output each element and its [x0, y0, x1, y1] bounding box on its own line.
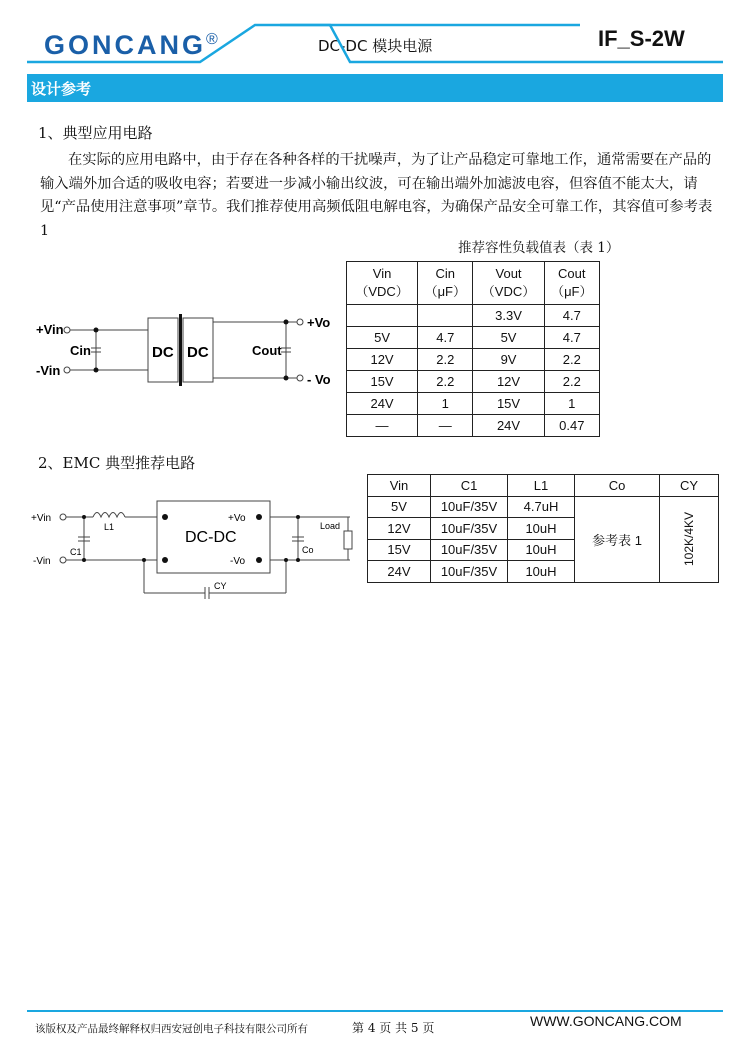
- table-cell: 10uF/35V: [431, 496, 508, 518]
- header-vin: [347, 262, 418, 305]
- cout-label: Cout: [252, 343, 282, 358]
- table-row: [347, 305, 600, 327]
- table-cell: 5V: [368, 496, 431, 518]
- header-cy: CY: [660, 475, 719, 497]
- header-cin-unit: （μF）: [424, 284, 466, 299]
- table-cell: 3.3V: [473, 305, 544, 327]
- table-cell: —: [418, 415, 473, 437]
- table-row: [347, 371, 600, 393]
- table-cell: 1: [418, 393, 473, 415]
- table-cell: 24V: [368, 561, 431, 583]
- header-vin: Vin: [368, 475, 431, 497]
- table-cell: 2.2: [418, 371, 473, 393]
- section-bar-title: 设计参考: [31, 80, 92, 98]
- header-cout: [544, 262, 599, 305]
- typical-application-circuit: [30, 300, 350, 400]
- footer-website-link[interactable]: WWW.GONCANG.COM: [530, 1013, 682, 1029]
- vo-plus-label: +Vo: [307, 315, 331, 330]
- header-co: Co: [575, 475, 660, 497]
- header-vout: [473, 262, 544, 305]
- table1-header-row: [347, 262, 600, 305]
- table-cell: 0.47: [544, 415, 599, 437]
- section1-paragraph: 在实际的应用电路中，由于存在各种各样的干扰噪声，为了让产品稳定可靠地工作，通常需要在产品的输入端外加合适的吸收电容；若要进一步减小输出纹波，可在输出端外加滤波电容，但容值不能太大，请见“产品使用注意事项”章节。我们推荐使用高频低阻电解电容，为确保产品安全可靠工作，其容值可参考表 1: [40, 152, 713, 239]
- table-row: [368, 496, 719, 518]
- cy-label: CY: [214, 581, 227, 591]
- l1-label: L1: [104, 522, 115, 532]
- header-vin-unit: （VDC）: [355, 284, 409, 299]
- table-cell: [347, 305, 418, 327]
- table-cell: 10uH: [508, 518, 575, 540]
- footer-rule: [27, 1010, 723, 1012]
- table-cell: 15V: [473, 393, 544, 415]
- table-cell: 4.7: [418, 327, 473, 349]
- emc-vin-minus-label: -Vin: [33, 556, 51, 567]
- co-label: Co: [302, 545, 314, 555]
- header-c1: C1: [431, 475, 508, 497]
- vin-minus-label: -Vin: [36, 363, 61, 378]
- emc-component-table: [367, 474, 719, 583]
- dc-label-1: DC: [152, 344, 174, 361]
- table-cell: 24V: [473, 415, 544, 437]
- table-cell: 2.2: [544, 371, 599, 393]
- emc-vo-plus-label: +Vo: [228, 513, 246, 524]
- vo-minus-label: - Vo: [307, 372, 331, 387]
- footer-page-number: 第 4 页 共 5 页: [352, 1021, 435, 1035]
- header-cout-text: Cout: [558, 266, 586, 281]
- table-cell: 4.7uH: [508, 496, 575, 518]
- header-cin: [418, 262, 473, 305]
- table2-header-row: [368, 475, 719, 497]
- table-row: [347, 327, 600, 349]
- table-cell: 10uF/35V: [431, 561, 508, 583]
- table-cell: 10uF/35V: [431, 539, 508, 561]
- table1-caption: 推荐容性负载值表（表 1）: [458, 240, 620, 256]
- header-vout-text: Vout: [495, 266, 522, 281]
- header-cout-unit: （μF）: [551, 284, 593, 299]
- header-vin-text: Vin: [372, 266, 392, 281]
- section2-title: 2、EMC 典型推荐电路: [38, 454, 196, 472]
- table-cell: 10uH: [508, 561, 575, 583]
- cy-value-text: 102K/4KV: [682, 511, 696, 567]
- table-cell: 15V: [368, 539, 431, 561]
- header-l1: L1: [508, 475, 575, 497]
- table-cell: 2.2: [544, 349, 599, 371]
- cin-label: Cin: [70, 343, 91, 358]
- logo-text: GONCANG: [44, 30, 206, 60]
- vin-plus-label: +Vin: [36, 322, 64, 337]
- table-cell: 1: [544, 393, 599, 415]
- table-cell: 10uF/35V: [431, 518, 508, 540]
- table-cell: —: [347, 415, 418, 437]
- header-vout-unit: （VDC）: [481, 284, 536, 299]
- c1-label: C1: [70, 547, 82, 557]
- emc-circuit: [28, 497, 363, 607]
- table-cell: 2.2: [418, 349, 473, 371]
- footer-copyright: 该版权及产品最终解释权归西安冠创电子科技有限公司所有: [35, 1023, 308, 1035]
- table-cell: 10uH: [508, 539, 575, 561]
- table-cell: [418, 305, 473, 327]
- co-value-cell: 参考表 1: [575, 496, 660, 582]
- registered-mark: ®: [206, 31, 218, 48]
- capacitive-load-table: [346, 261, 600, 437]
- section-bar: [27, 74, 723, 102]
- table-cell: 5V: [473, 327, 544, 349]
- table-cell: 5V: [347, 327, 418, 349]
- table-row: [347, 415, 600, 437]
- model-number: IF_S-2W: [598, 26, 685, 51]
- table-cell: 4.7: [544, 305, 599, 327]
- table-cell: 4.7: [544, 327, 599, 349]
- table-row: [347, 393, 600, 415]
- table-cell: 24V: [347, 393, 418, 415]
- table-cell: 12V: [473, 371, 544, 393]
- load-label: Load: [320, 521, 341, 531]
- table-cell: 9V: [473, 349, 544, 371]
- emc-vo-minus-label: -Vo: [230, 556, 246, 567]
- table-row: [347, 349, 600, 371]
- section1-title: 1、典型应用电路: [38, 124, 153, 142]
- emc-vin-plus-label: +Vin: [31, 513, 52, 524]
- module-label: DC-DC: [185, 529, 237, 546]
- header-cin-text: Cin: [435, 266, 456, 281]
- header-rule: [0, 0, 750, 80]
- table-cell: 12V: [368, 518, 431, 540]
- table-cell: 12V: [347, 349, 418, 371]
- cy-value-cell: [660, 496, 719, 582]
- table-cell: 15V: [347, 371, 418, 393]
- header-subtitle: DC-DC 模块电源: [318, 37, 433, 55]
- dc-label-2: DC: [187, 344, 209, 361]
